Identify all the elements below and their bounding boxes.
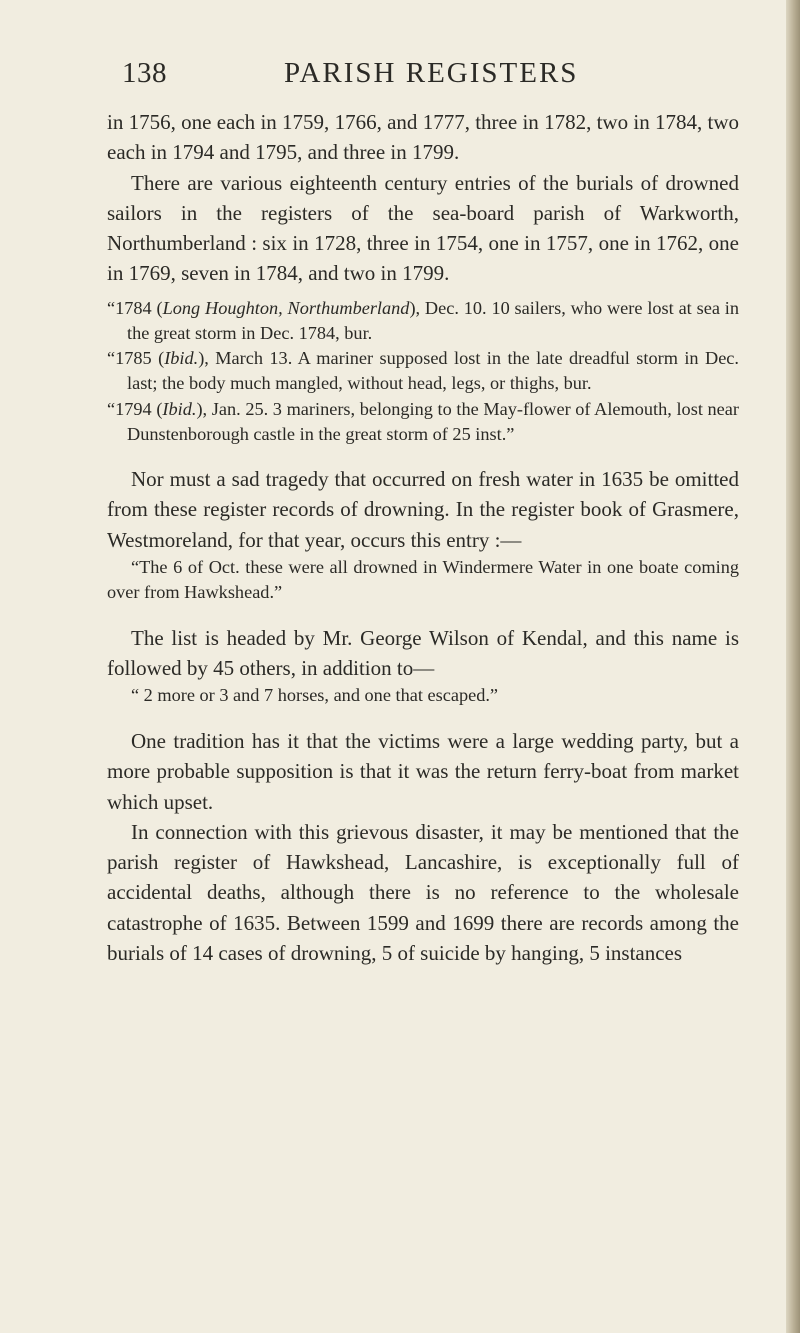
entry-source: Ibid. — [164, 348, 199, 369]
register-entry — [107, 397, 739, 447]
paragraph-tradition: One tradition has it that the victims were a large wedding party, but a more probable supposition is that it was the return ferry-boat from market which upset. — [107, 728, 739, 814]
page-edge — [786, 0, 800, 1333]
entry-source: Long Houghton, Northumberland — [162, 297, 410, 318]
entry-date: “1785 ( — [107, 348, 165, 369]
entry-date: “1784 ( — [107, 297, 163, 318]
entry-text: ), March 13. A mariner supposed lost in the late dreadful storm in Dec. last; the body much mangled, without head, legs, or thighs, bur. — [127, 348, 739, 394]
running-title: PARISH REGISTERS — [284, 57, 579, 89]
entry-text: ), Dec. 10. 10 sailers, who were lost at sea in the great storm in Dec. 1784, bur. — [127, 297, 739, 343]
register-extract — [107, 296, 739, 447]
paragraph-continued: in 1756, one each in 1759, 1766, and 1777, three in 1782, two in 1784, two each in 1794 and 1795, and three in 1799. — [107, 110, 739, 165]
page-number: 138 — [122, 57, 167, 89]
book-page — [107, 55, 739, 968]
paragraph-hawkshead: In connection with this grievous disaster, it may be mentioned that the parish register of Hawkshead, Lancashire, is exceptionally full of accidental deaths, although there is no reference to the wholesale catastrophe of 1635. Between 1599 and 1699 there are records among the burials of 14 cases of drowning, 5 of suicide by hanging, 5 instances — [107, 819, 739, 966]
paragraph-grasmere: Nor must a sad tragedy that occurred on fresh water in 1635 be omitted from these register records of drowning. In the register book of Grasmere, Westmoreland, for that year, occurs this entry :— — [107, 467, 739, 552]
register-entry — [107, 296, 739, 346]
entry-text: ), Jan. 25. 3 mariners, belonging to the May-flower of Alemouth, lost near Dunstenborough castle in the great storm of 25 inst.” — [127, 398, 739, 444]
entry-date: “1794 ( — [107, 398, 163, 419]
paragraph-wilson: The list is headed by Mr. George Wilson of Kendal, and this name is followed by 45 others, in addition to— — [107, 625, 739, 681]
quote-windermere: “The 6 of Oct. these were all drowned in Windermere Water in one boate coming over from Hawkshead.” — [107, 556, 739, 603]
entry-source: Ibid. — [162, 398, 197, 419]
running-head — [107, 55, 739, 107]
paragraph-warkworth: There are various eighteenth century entries of the burials of drowned sailors in the registers of the sea-board parish of Warkworth, Northumberland : six in 1728, three in 1754, one in 1757, one in 1762, one in 1769, seven in 1784, and two in 1799. — [107, 170, 739, 286]
quote-horses: “ 2 more or 3 and 7 horses, and one that escaped.” — [131, 685, 499, 706]
register-entry — [107, 346, 739, 396]
